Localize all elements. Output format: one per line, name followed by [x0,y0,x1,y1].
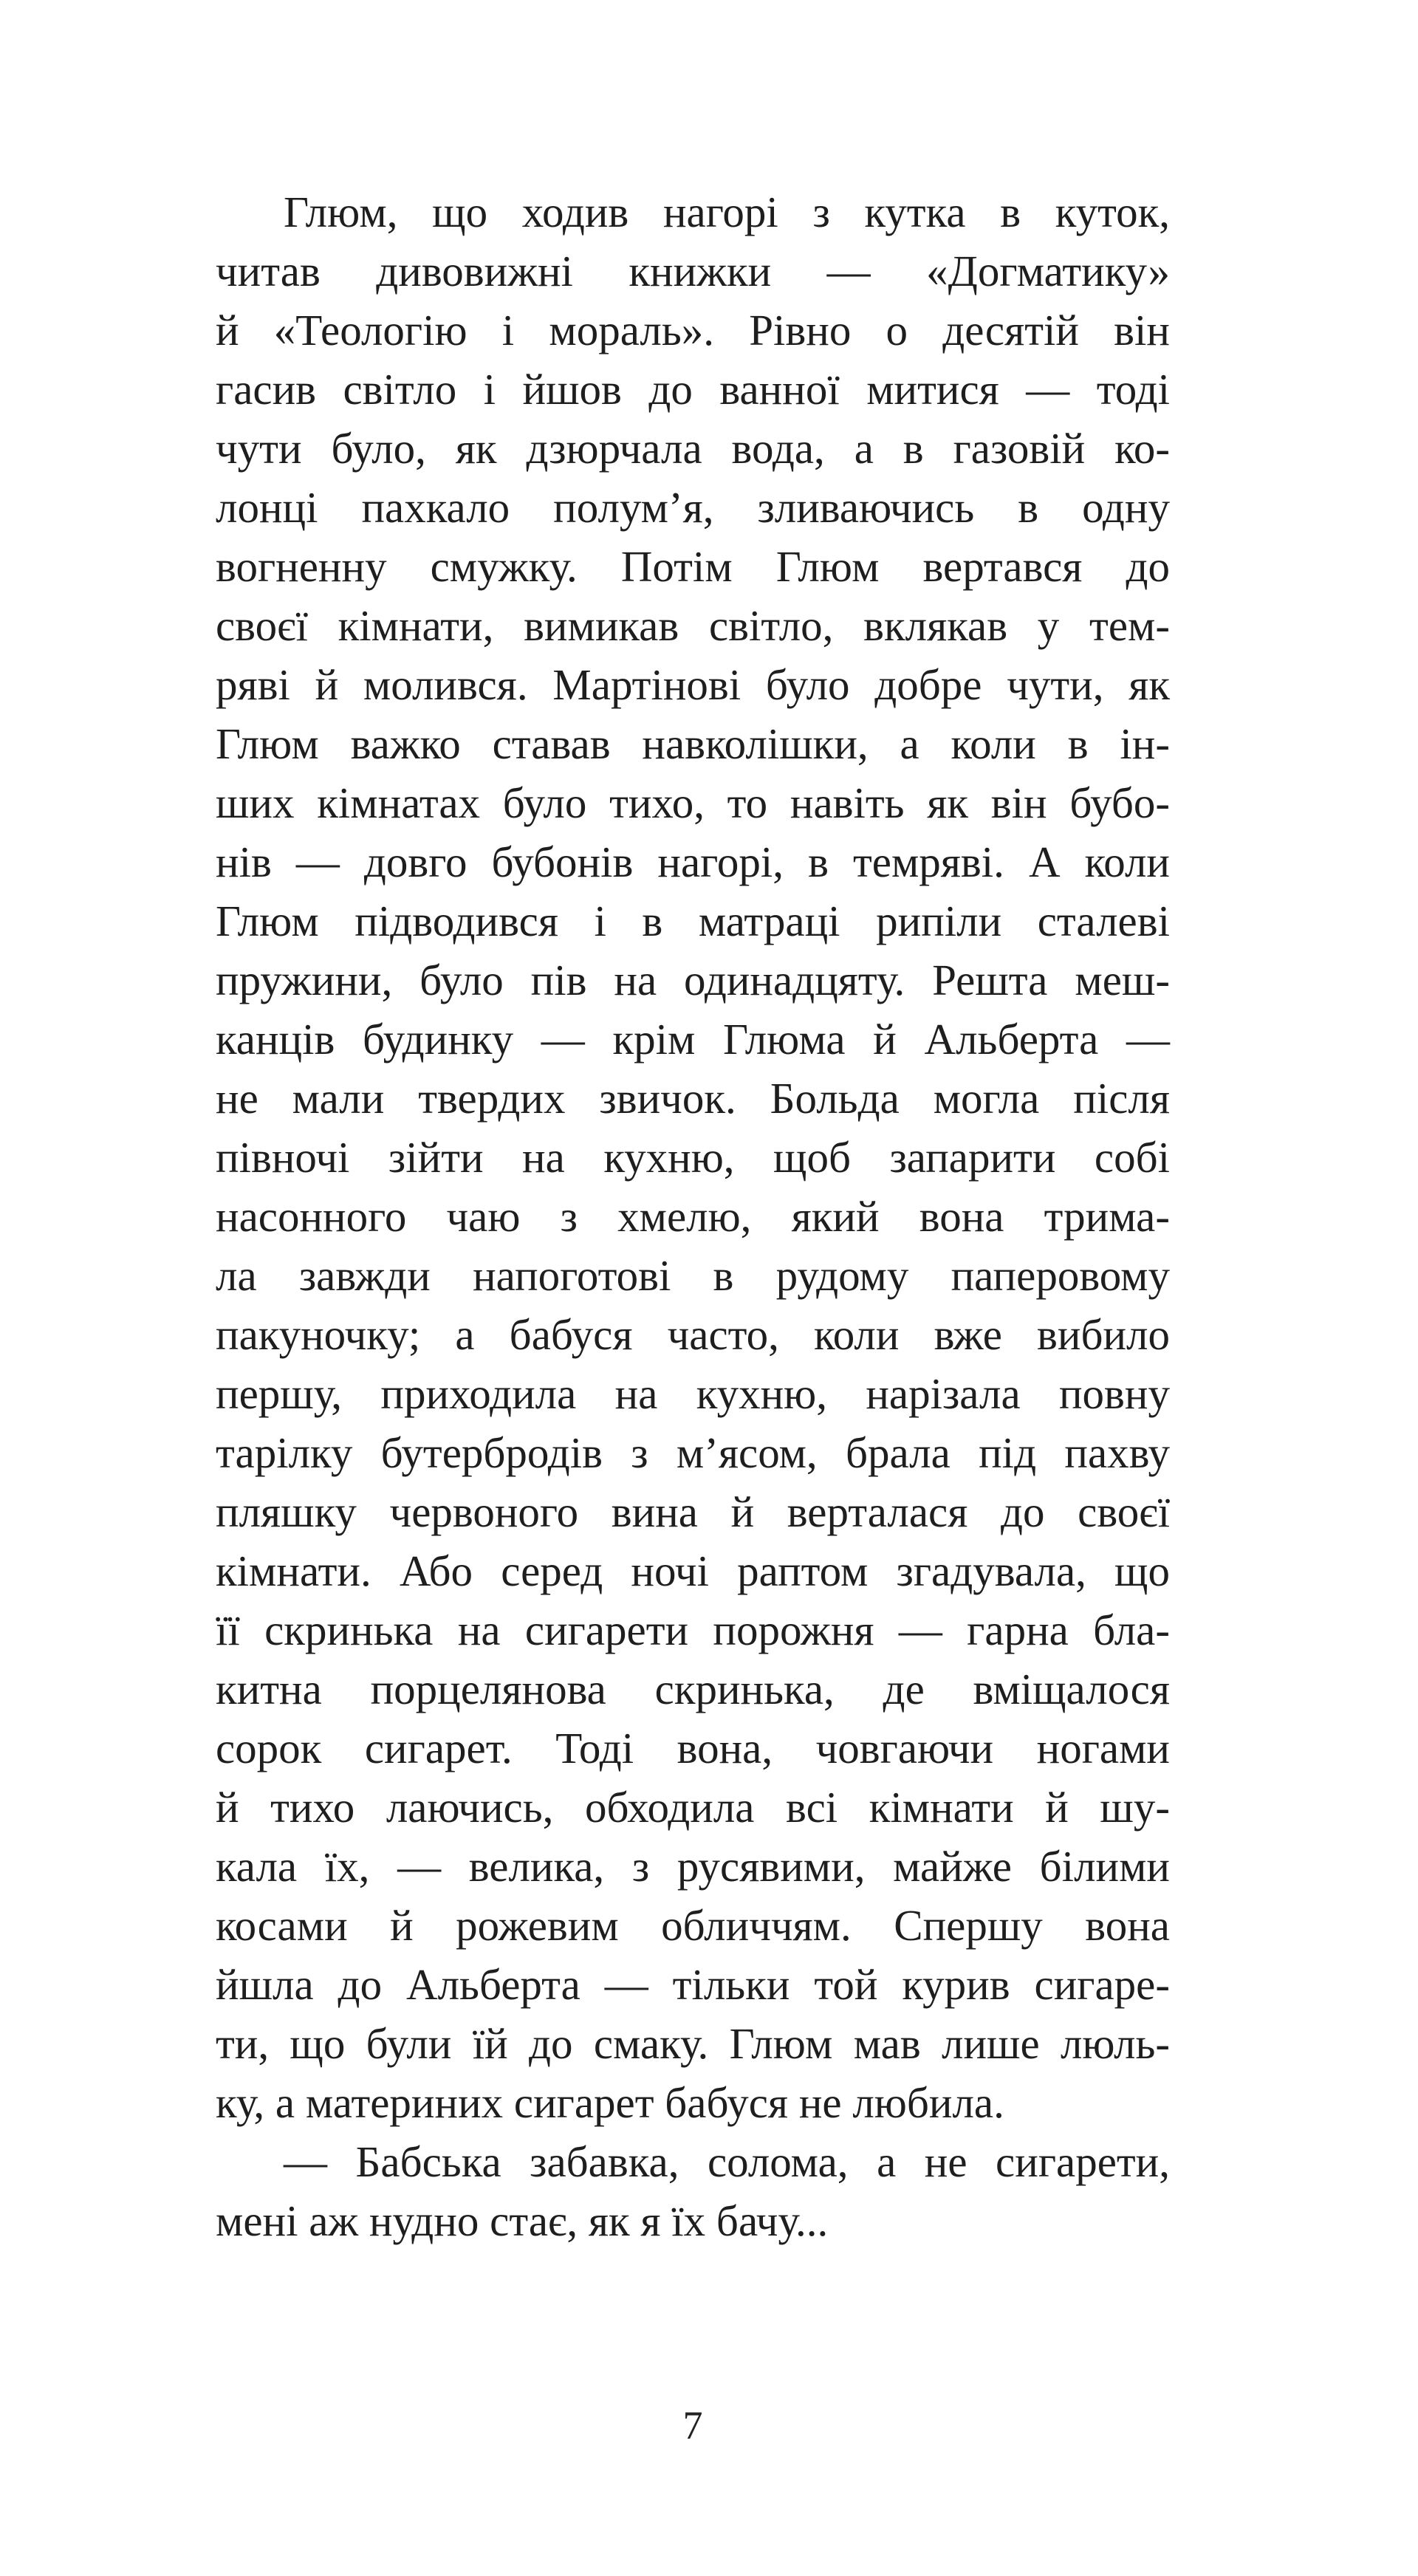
text-line: Глюм, що ходив нагорі з кутка в куток, [284,188,1170,236]
text-line: тарілку бутербродів з м’ясом, брала під пахву [216,1428,1170,1477]
text-line: й «Теологію і мораль». Рівно о десятій він [216,306,1170,354]
text-line: кімнати. Або серед ночі раптом згадувала, що [216,1546,1170,1595]
text-line: — Бабська забавка, солома, а не сигарети, [284,2137,1170,2186]
text-line: сорок сигарет. Тоді вона, човгаючи ногами [216,1724,1170,1772]
text-line: пакуночку; а бабуся часто, коли вже вибило [216,1310,1170,1359]
text-line: ла завжди напоготові в рудому паперовому [216,1251,1170,1300]
page-number: 7 [682,2403,703,2447]
text-line: Глюм підводився і в матраці рипіли сталеві [216,897,1170,945]
text-line: Глюм важко ставав навколішки, а коли в ін- [216,719,1170,768]
text-line: ку, а материних сигарет бабуся не любила. [216,2078,1004,2127]
text-line: не мали твердих звичок. Больда могла після [216,1074,1170,1123]
text-line: пляшку червоного вина й верталася до своєї [216,1487,1170,1536]
text-line: гасив світло і йшов до ванної митися — тоді [216,365,1170,414]
text-line: ряві й молився. Мартінові було добре чути, як [216,660,1170,709]
paragraph [216,182,1170,2132]
text-line: читав дивовижні книжки — «Догматику» [216,247,1170,295]
text-line: чути було, як дзюрчала вода, а в газовій ко- [216,424,1170,473]
text-line: косами й рожевим обличчям. Спершу вона [216,1901,1170,1950]
text-line: першу, приходила на кухню, нарізала повну [216,1369,1170,1418]
text-line: пружини, було пів на одинадцяту. Решта меш- [216,956,1170,1004]
text-line: лонці пахкало полум’я, зливаючись в одну [216,483,1170,532]
text-line: й тихо лаючись, обходила всі кімнати й шу- [216,1783,1170,1832]
text-line: йшла до Альберта — тільки той курив сигаре- [216,1960,1170,2009]
text-line: кала їх, — велика, з русявими, майже білими [216,1842,1170,1891]
text-line: ти, що були їй до смаку. Глюм мав лише люль- [216,2019,1170,2068]
text-line: нів — довго бубонів нагорі, в темряві. А коли [216,837,1170,886]
paragraph [216,2132,1170,2250]
text-line: ших кімнатах було тихо, то навіть як він бубо- [216,778,1170,827]
text-line: її скринька на сигарети порожня — гарна бла- [216,1606,1170,1654]
text-line: насонного чаю з хмелю, який вона трима- [216,1192,1170,1241]
text-line: півночі зійти на кухню, щоб запарити собі [216,1133,1170,1182]
text-line: своєї кімнати, вимикав світло, вклякав у тем- [216,601,1170,650]
text-line: канців будинку — крім Глюма й Альберта — [216,1015,1170,1063]
text-line: мені аж нудно стає, як я їх бачу... [216,2196,829,2245]
page-text [216,182,1170,2250]
text-line: китна порцелянова скринька, де вміщалося [216,1665,1170,1713]
text-line: вогненну смужку. Потім Глюм вертався до [216,542,1170,591]
